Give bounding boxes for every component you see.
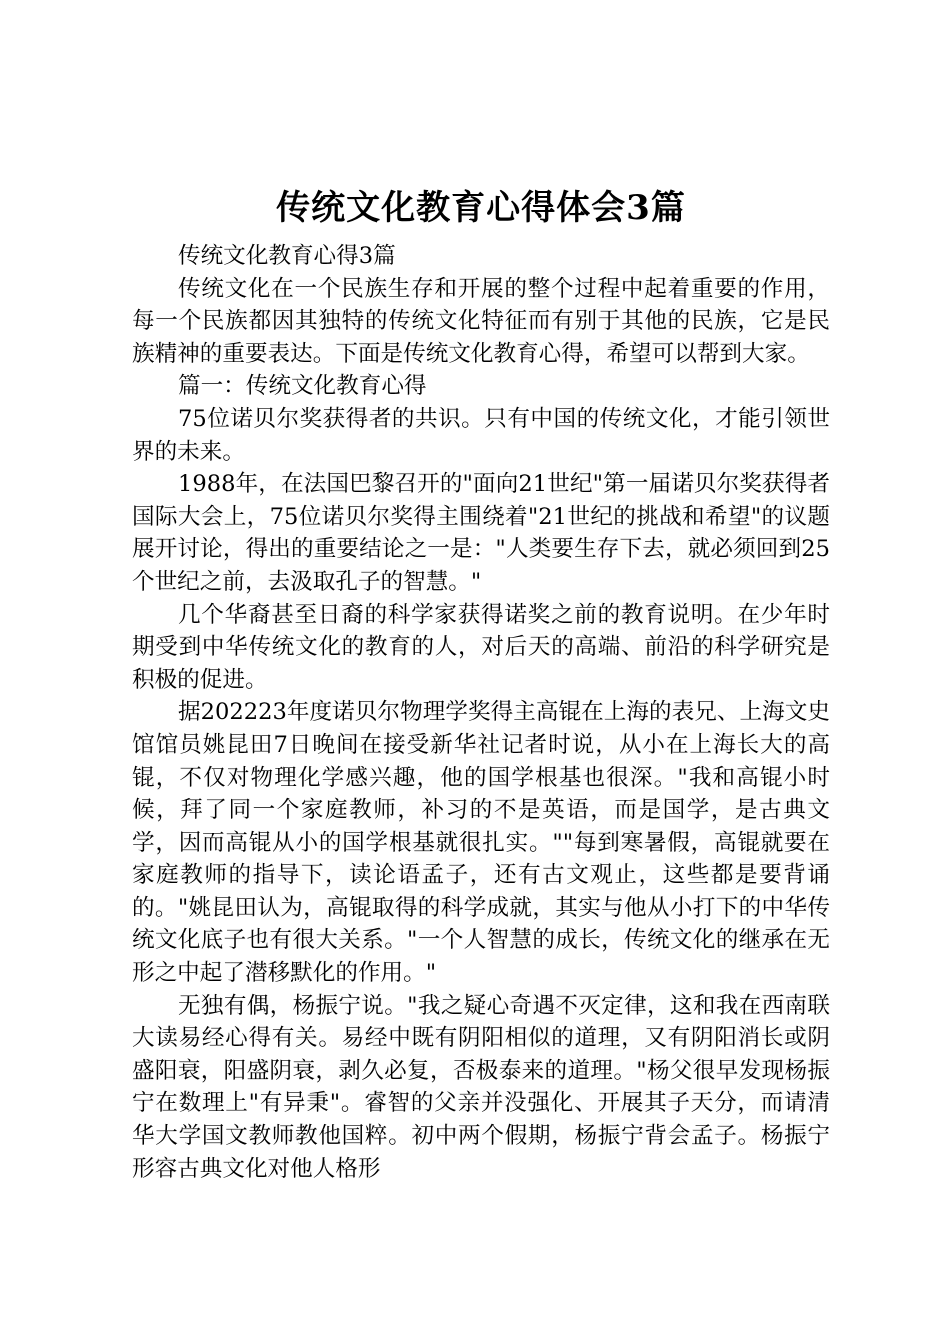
paragraph-intro: 传统文化在一个民族生存和开展的整个过程中起着重要的作用，每一个民族都因其独特的传统文化特征而有别于其他的民族，它是民族精神的重要表达。下面是传统文化教育心得，希望可以帮到大家。	[132, 275, 830, 367]
paragraph-subtitle: 传统文化教育心得3篇	[178, 243, 396, 269]
paragraph-nobel-consensus: 75位诺贝尔奖获得者的共识。只有中国的传统文化，才能引领世界的未来。	[132, 405, 830, 465]
paragraph-1988-conference: 1988年，在法国巴黎召开的"面向21世纪"第一届诺贝尔奖获得者国际大会上，75位诺贝尔奖得主围绕着"21世纪的挑战和希望"的议题展开讨论，得出的重要结论之一是："人类要生存下去，就必须回到25个世纪之前，去汲取孔子的智慧。"	[132, 471, 830, 595]
paragraph-section-heading: 篇一：传统文化教育心得	[178, 373, 427, 400]
paragraph-scientists-education: 几个华裔甚至日裔的科学家获得诺奖之前的教育说明。在少年时期受到中华传统文化的教育的人，对后天的高端、前沿的科学研究是积极的促进。	[132, 601, 830, 693]
document-page	[132, 186, 830, 1185]
document-title: 传统文化教育心得体会3篇	[276, 188, 686, 228]
paragraph-yang-zhenning: 无独有偶，杨振宁说。"我之疑心奇遇不灭定律，这和我在西南联大读易经心得有关。易经中既有阴阳相似的道理，又有阴阳消长或阴盛阳衰，阳盛阴衰，剥久必复，否极泰来的道理。"杨父很早发现杨振宁在数理上"有异秉"。睿智的父亲并没强化、开展其子天分，而请清华大学国文教师教他国粹。初中两个假期，杨振宁背会孟子。杨振宁形容古典文化对他人格形	[132, 992, 830, 1182]
paragraph-gao-kun: 据202223年度诺贝尔物理学奖得主高锟在上海的表兄、上海文史馆馆员姚昆田7日晚间在接受新华社记者时说，从小在上海长大的高锟，不仅对物理化学感兴趣，他的国学根基也很深。"我和高锟小时候，拜了同一个家庭教师，补习的不是英语，而是国学，是古典文学，因而高锟从小的国学根基就很扎实。""每到寒暑假，高锟就要在家庭教师的指导下，读论语孟子，还有古文观止，这些都是要背诵的。"姚昆田认为，高锟取得的科学成就，其实与他从小打下的中华传统文化底子也有很大关系。"一个人智慧的成长，传统文化的继承在无形之中起了潜移默化的作用。"	[132, 699, 830, 987]
